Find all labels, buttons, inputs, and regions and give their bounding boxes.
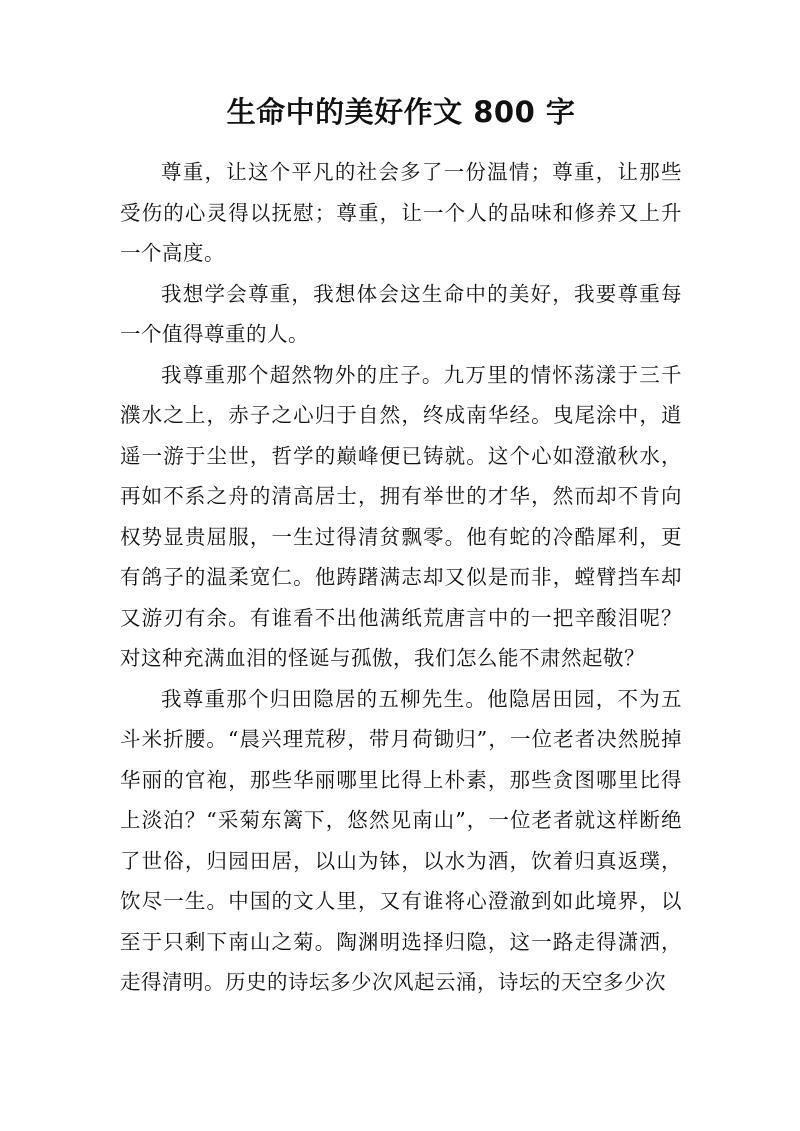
paragraph-3: 我尊重那个超然物外的庄子。九万里的情怀荡漾于三千濮水之上，赤子之心归于自然，终成南华经。曳尾涂中，逍遥一游于尘世，哲学的巅峰便已铸就。这个心如澄澈秋水，再如不系之舟的清高居士，拥有举世的才华，然而却不肯向权势显贵屈服，一生过得清贫飘零。他有蛇的冷酷犀利，更有鸽子的温柔宽仁。他踌躇满志却又似是而非，螳臂挡车却又游刃有余。有谁看不出他满纸荒唐言中的一把辛酸泪呢？对这种充满血泪的怪诞与孤傲，我们怎么能不肃然起敬？ xyxy=(120,362,682,670)
paragraph-2: 我想学会尊重，我想体会这生命中的美好，我要尊重每一个值得尊重的人。 xyxy=(120,281,682,346)
paragraph-1: 尊重，让这个平凡的社会多了一份温情；尊重，让那些受伤的心灵得以抚慰；尊重，让一个人的品味和修养又上升一个高度。 xyxy=(120,160,682,265)
document-title: 生命中的美好作文 800 字 xyxy=(226,95,576,129)
paragraph-4: 我尊重那个归田隐居的五柳先生。他隐居田园，不为五斗米折腰。“晨兴理荒秽，带月荷锄归”，一位老者决然脱掉华丽的官袍，那些华丽哪里比得上朴素，那些贪图哪里比得上淡泊？“采菊东篱下，悠然见南山”，一位老者就这样断绝了世俗，归园田居，以山为钵，以水为酒，饮着归真返璞，饮尽一生。中国的文人里，又有谁将心澄澈到如此境界，以至于只剩下南山之菊。陶渊明选择归隐，这一路走得潇洒，走得清明。历史的诗坛多少次风起云涌，诗坛的天空多少次 xyxy=(120,686,682,994)
document-body xyxy=(120,152,682,1003)
